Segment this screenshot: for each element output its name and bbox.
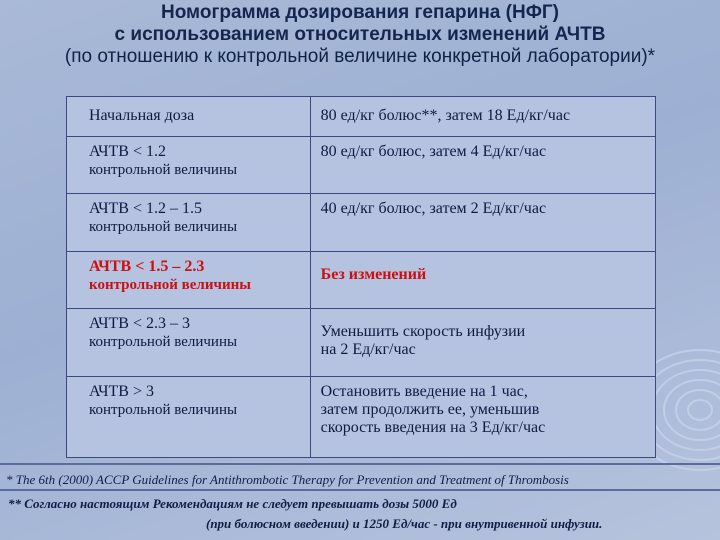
condition-cell: АЧТВ > 3 контрольной величины xyxy=(67,377,311,458)
title-line-2: с использованием относительных изменений АЧТВ xyxy=(114,24,606,45)
table-row xyxy=(67,309,656,377)
dose-cell: Остановить введение на 1 час, затем продолжить ее, уменьшив скорость введения на 3 Ед/кг/час xyxy=(310,377,655,458)
table-row xyxy=(67,194,656,252)
condition-cell: АЧТВ < 1.2 – 1.5 контрольной величины xyxy=(67,194,311,252)
condition-cell: Начальная доза xyxy=(67,97,311,137)
dose-cell: 80 ед/кг болюс**, затем 18 Ед/кг/час xyxy=(310,97,655,137)
divider-bottom xyxy=(0,489,720,491)
condition-cell: АЧТВ < 1.2 контрольной величины xyxy=(67,136,311,194)
footnote-source: * The 6th (2000) ACCP Guidelines for Antithrombotic Therapy for Prevention and Treatment of Thrombosis xyxy=(6,472,569,487)
table-row xyxy=(67,136,656,194)
table-row xyxy=(67,377,656,458)
divider-top xyxy=(0,463,720,465)
table-row-highlighted xyxy=(67,251,656,309)
heparin-dosing-table xyxy=(66,96,656,458)
dose-cell: Уменьшить скорость инфузии на 2 Ед/кг/час xyxy=(310,309,655,377)
dose-cell: 80 ед/кг болюс, затем 4 Ед/кг/час xyxy=(310,136,655,194)
condition-cell: АЧТВ < 1.5 – 2.3 контрольной величины xyxy=(67,251,311,309)
footnote-dose-limit: ** Согласно настоящим Рекомендациям не следует превышать дозы 5000 Ед (при болюсном введении) и 1250 Ед/час - при внутривенной инфузии. xyxy=(8,496,603,531)
dose-cell: 40 ед/кг болюс, затем 2 Ед/кг/час xyxy=(310,194,655,252)
dose-cell: Без изменений xyxy=(310,251,655,309)
table-row xyxy=(67,97,656,137)
title-line-1: Номограмма дозирования гепарина (НФГ) xyxy=(160,2,560,23)
slide-title xyxy=(0,0,720,68)
title-line-3: (по отношению к контрольной величине конкретной лаборатории)* xyxy=(64,46,656,67)
condition-cell: АЧТВ < 2.3 – 3 контрольной величины xyxy=(67,309,311,377)
